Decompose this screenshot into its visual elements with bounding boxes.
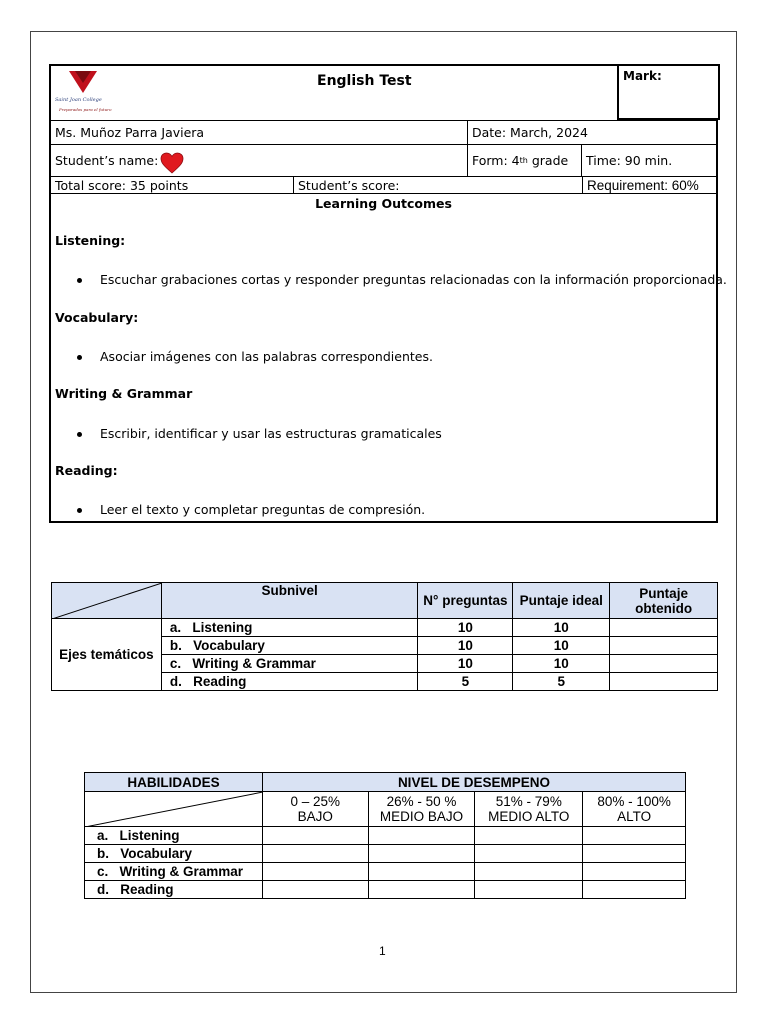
outcome-label-vocabulary: Vocabulary: bbox=[55, 310, 139, 325]
score-cell[interactable] bbox=[610, 655, 718, 673]
table-row: a. Listening bbox=[161, 619, 418, 637]
table-row: c. Writing & Grammar bbox=[161, 655, 418, 673]
header-nivel: NIVEL DE DESEMPENO bbox=[262, 773, 685, 792]
mark-box bbox=[617, 64, 720, 120]
outcome-item-writing: Escribir, identificar y usar las estructuras gramaticales bbox=[100, 426, 442, 441]
outcome-item-reading: Leer el texto y completar preguntas de compresión. bbox=[100, 502, 426, 517]
bullet bbox=[77, 508, 82, 513]
subnivel-table: Subnivel N° preguntas Puntaje ideal Puntaje obtenido Ejes temáticos a. Listening 10 10 b. Vocabulary 10 10 c. Writing & Grammar 10 10 d. Reading 5 5 bbox=[51, 582, 718, 691]
table-row: a. Listening bbox=[85, 827, 263, 845]
table-row: b. Vocabulary bbox=[85, 845, 263, 863]
bullet bbox=[77, 432, 82, 437]
level-bajo: 0 – 25% BAJO bbox=[262, 792, 368, 827]
teacher-name: Ms. Muñoz Parra Javiera bbox=[55, 125, 205, 140]
requirement: Requirement: 60% bbox=[587, 177, 699, 193]
header-puntaje-ideal: Puntaje ideal bbox=[513, 583, 610, 619]
logo-motto: Preparados para el futuro bbox=[59, 107, 112, 112]
outcome-label-writing: Writing & Grammar bbox=[55, 386, 193, 401]
logo-text: Saint Joan College bbox=[55, 97, 102, 103]
test-header bbox=[49, 64, 727, 523]
outcome-item-vocabulary: Asociar imágenes con las palabras correspondientes. bbox=[100, 349, 433, 364]
outcomes-title: Learning Outcomes bbox=[315, 196, 452, 211]
level-medio-alto: 51% - 79% MEDIO ALTO bbox=[475, 792, 583, 827]
table-row: b. Vocabulary bbox=[161, 637, 418, 655]
level-medio-bajo: 26% - 50 % MEDIO BAJO bbox=[368, 792, 475, 827]
bullet bbox=[77, 278, 82, 283]
heart-icon bbox=[160, 152, 184, 174]
outcome-label-listening: Listening: bbox=[55, 233, 126, 248]
header-puntaje-obtenido: Puntaje obtenido bbox=[610, 583, 718, 619]
test-date: Date: March, 2024 bbox=[472, 125, 588, 140]
table-row: c. Writing & Grammar bbox=[85, 863, 263, 881]
diagonal-cell bbox=[85, 792, 263, 827]
student-name-field[interactable] bbox=[51, 145, 467, 176]
header-n-preguntas: N° preguntas bbox=[418, 583, 513, 619]
student-name-label: Student’s name: bbox=[55, 153, 159, 168]
test-title: English Test bbox=[317, 73, 412, 89]
outcome-item-listening: Escuchar grabaciones cortas y responder preguntas relacionadas con la información proporcionada. bbox=[100, 272, 727, 287]
diagonal-cell bbox=[52, 583, 162, 619]
level-alto: 80% - 100% ALTO bbox=[583, 792, 686, 827]
score-cell[interactable] bbox=[610, 637, 718, 655]
row-label-ejes: Ejes temáticos bbox=[52, 619, 162, 691]
header-subnivel: Subnivel bbox=[161, 583, 418, 619]
page-number: 1 bbox=[379, 944, 386, 958]
school-logo bbox=[55, 69, 115, 119]
outcome-label-reading: Reading: bbox=[55, 463, 118, 478]
table-row: d. Reading bbox=[85, 881, 263, 899]
score-cell[interactable] bbox=[610, 619, 718, 637]
desempeno-table bbox=[84, 772, 686, 899]
bullet bbox=[77, 355, 82, 360]
score-cell[interactable] bbox=[610, 673, 718, 691]
test-time: Time: 90 min. bbox=[586, 153, 673, 168]
form-grade: Form: 4 th grade bbox=[472, 153, 569, 168]
table-row: d. Reading bbox=[161, 673, 418, 691]
total-score: Total score: 35 points bbox=[55, 177, 189, 193]
header-habilidades: HABILIDADES bbox=[85, 773, 263, 792]
mark-label: Mark: bbox=[623, 69, 662, 83]
student-score[interactable]: Student’s score: bbox=[298, 177, 400, 193]
